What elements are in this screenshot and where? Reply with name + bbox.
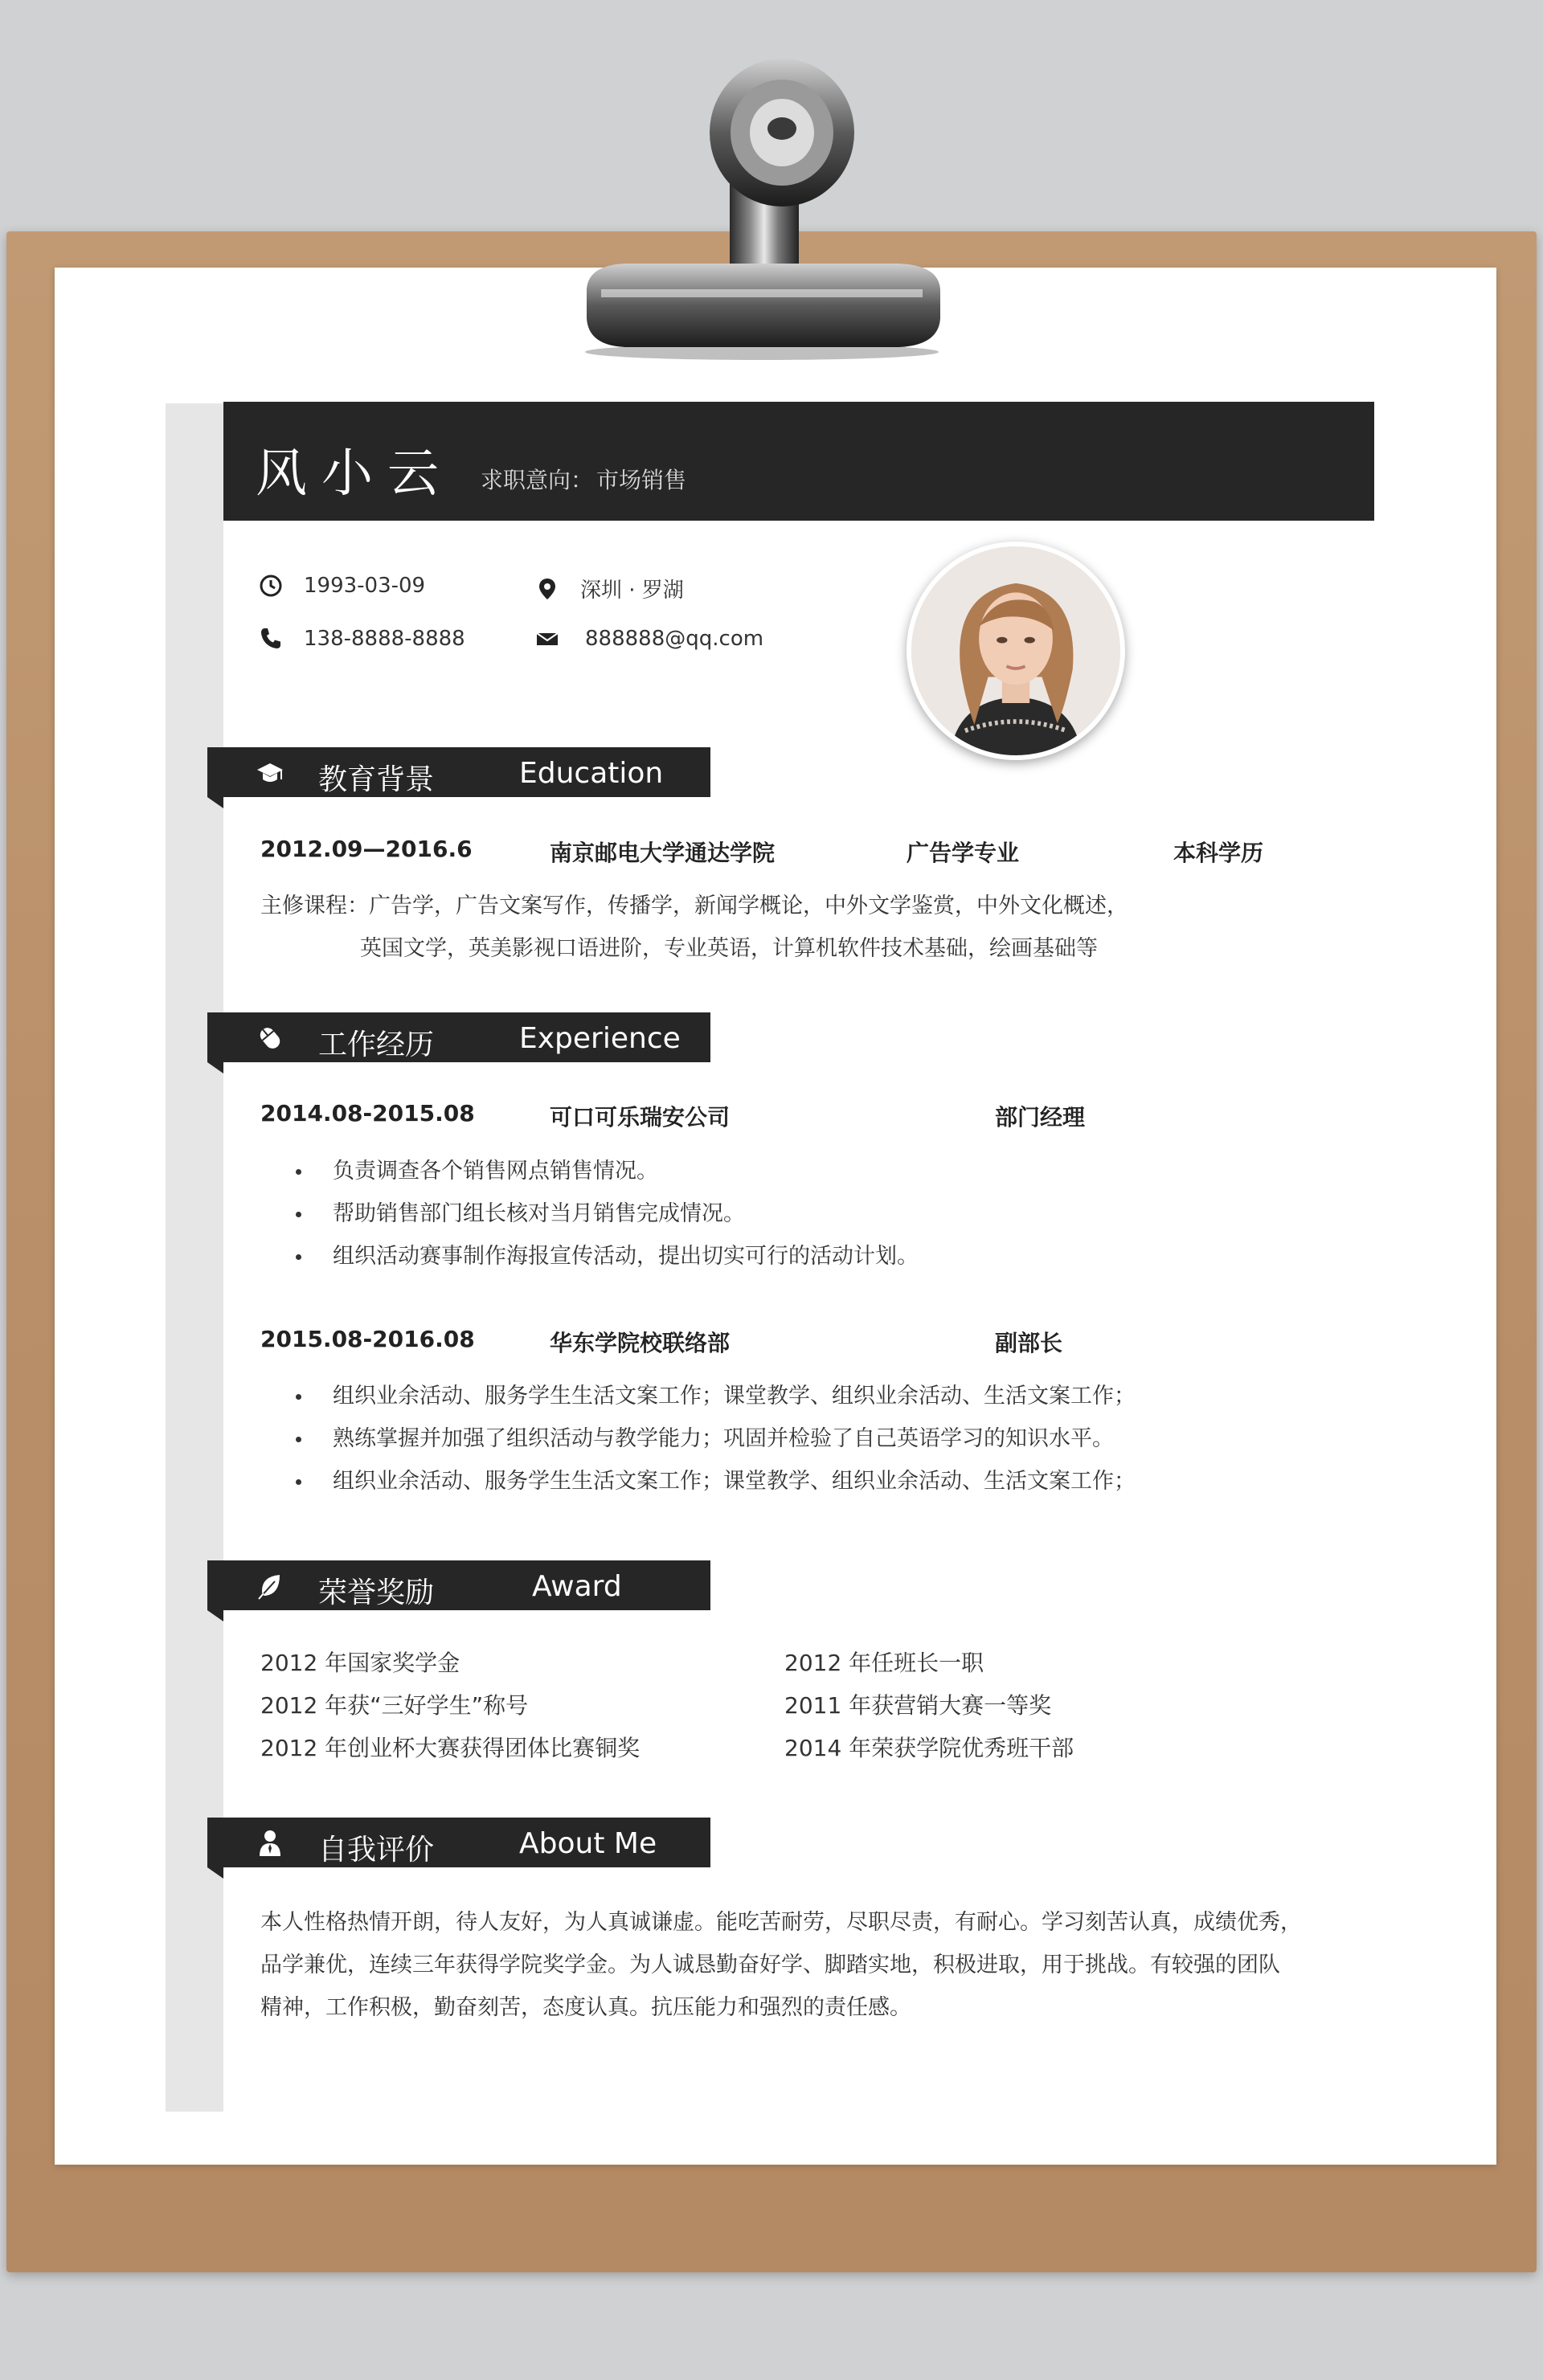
list-item: 2012 年创业杯大赛获得团体比赛铜奖 [260, 1735, 641, 1761]
phone-text: 138-8888-8888 [304, 627, 465, 651]
section-title-en: Experience [519, 1022, 681, 1055]
location-pin-icon [535, 577, 559, 601]
list-item: 2012 年获“三好学生”称号 [260, 1692, 529, 1719]
email-row [535, 627, 763, 651]
graduation-cap-icon [256, 759, 284, 787]
job-intention [477, 463, 686, 495]
section-title-cn: 工作经历 [318, 1028, 435, 1061]
about-line: 精神，工作积极，勤奋刻苦，态度认真。抗压能力和强烈的责任感。 [260, 1995, 911, 2020]
about-line: 品学兼优，连续三年获得学院奖学金。为人诚恳勤奋好学、脚踏实地，积极进取，用于挑战。有较强的团队 [260, 1953, 1280, 1977]
list-item: 熟练掌握并加强了组织活动与教学能力；巩固并检验了自己英语学习的知识水平。 [289, 1417, 1136, 1460]
section-title-en: Education [519, 757, 664, 790]
list-item: 2012 年国家奖学金 [260, 1650, 460, 1676]
education-school: 南京邮电大学通达学院 [550, 840, 776, 866]
list-item: 负责调查各个销售网点销售情况。 [289, 1150, 919, 1192]
clock-icon [259, 574, 283, 598]
leaf-icon [256, 1572, 284, 1601]
job-1-role: 部门经理 [995, 1104, 1086, 1131]
section-title-cn: 自我评价 [318, 1834, 435, 1867]
section-header-award [207, 1560, 710, 1610]
section-title-cn: 荣誉奖励 [318, 1576, 435, 1609]
list-item: 组织业余活动、服务学生生活文案工作；课堂教学、组织业余活动、生活文案工作； [289, 1460, 1136, 1503]
candidate-name: 风小云 [256, 444, 453, 504]
header-bar [223, 402, 1374, 521]
list-item: 帮助销售部门组长核对当月销售完成情况。 [289, 1192, 919, 1235]
phone-icon [259, 627, 283, 651]
envelope-icon [535, 627, 559, 651]
job-1-period: 2014.08-2015.08 [260, 1100, 475, 1127]
education-period: 2012.09—2016.6 [260, 836, 473, 862]
list-item: 2014 年荣获学院优秀班干部 [784, 1735, 1074, 1761]
section-header-about [207, 1818, 710, 1867]
award-list-right [784, 1642, 1074, 1769]
binder-clip-icon [577, 48, 947, 362]
list-item: 组织业余活动、服务学生生活文案工作；课堂教学、组织业余活动、生活文案工作； [289, 1375, 1136, 1417]
email-text: 888888@qq.com [585, 627, 764, 651]
list-item: 2012 年任班长一职 [784, 1650, 984, 1676]
education-courses-line2: 英国文学，英美影视口语进阶，专业英语，计算机软件技术基础，绘画基础等 [360, 936, 1098, 961]
job-1-duties [289, 1150, 919, 1278]
birthday-row [259, 574, 425, 598]
education-major: 广告学专业 [907, 840, 1020, 866]
award-list-left [260, 1642, 640, 1769]
section-title-en: Award [532, 1570, 622, 1603]
job-intention-value: 市场销售 [596, 467, 687, 493]
job-2-company: 华东学院校联络部 [550, 1330, 731, 1356]
list-item: 组织活动赛事制作海报宣传活动，提出切实可行的活动计划。 [289, 1235, 919, 1278]
about-paragraph [260, 1901, 1302, 2029]
birthday-text: 1993-03-09 [304, 574, 426, 598]
about-line: 本人性格热情开朗，待人友好，为人真诚谦虚。能吃苦耐劳，尽职尽责，有耐心。学习刻苦认真，成绩优秀， [260, 1910, 1302, 1935]
avatar [907, 542, 1125, 760]
section-header-education [207, 747, 710, 797]
location-text: 深圳 · 罗湖 [580, 579, 684, 603]
section-title-cn: 教育背景 [318, 763, 435, 796]
list-item: 2011 年获营销大赛一等奖 [784, 1692, 1052, 1719]
job-2-duties [289, 1375, 1136, 1503]
job-1-company: 可口可乐瑞安公司 [550, 1104, 731, 1131]
job-2-role: 副部长 [995, 1330, 1063, 1356]
mouse-icon [256, 1024, 284, 1053]
section-title-en: About Me [519, 1827, 657, 1860]
section-header-experience [207, 1012, 710, 1062]
education-degree: 本科学历 [1173, 840, 1264, 866]
education-courses-line1: 主修课程：广告学，广告文案写作，传播学，新闻学概论，中外文学鉴赏，中外文化概述， [260, 894, 1128, 918]
job-intention-label: 求职意向： [481, 467, 594, 493]
person-icon [256, 1829, 284, 1858]
phone-row [259, 627, 465, 651]
location-row [535, 574, 684, 603]
job-2-period: 2015.08-2016.08 [260, 1326, 475, 1352]
